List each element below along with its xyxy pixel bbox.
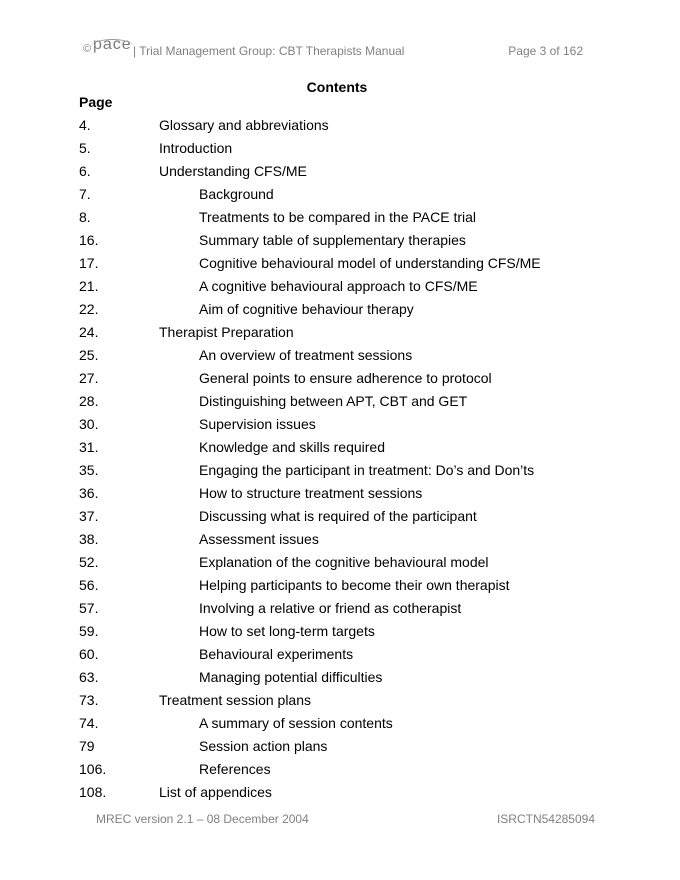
toc-entry <box>79 505 599 528</box>
toc-entry <box>79 321 599 344</box>
toc-entry <box>79 551 599 574</box>
toc-entry <box>79 666 599 689</box>
toc-entry <box>79 436 599 459</box>
toc-entry-title: Behavioural experiments <box>199 646 354 662</box>
toc-entry <box>79 482 599 505</box>
footer-version: MREC version 2.1 – 08 December 2004 <box>96 812 309 826</box>
toc-page-number: 38. <box>79 531 99 547</box>
toc-entry <box>79 206 599 229</box>
pace-logo: pace <box>93 36 132 53</box>
toc-entry <box>79 114 599 137</box>
copyright-symbol: © <box>83 43 92 55</box>
toc-entry-title: Session action plans <box>199 738 328 754</box>
toc-entry <box>79 367 599 390</box>
toc-entry-title: Aim of cognitive behaviour therapy <box>199 301 414 317</box>
toc-page-number: 74. <box>79 715 99 731</box>
header-title: | Trial Management Group: CBT Therapists Manual <box>133 44 405 58</box>
header-page-number: Page 3 of 162 <box>508 44 583 58</box>
toc-entry-title: A cognitive behavioural approach to CFS/ME <box>199 278 478 294</box>
toc-entry-title: Explanation of the cognitive behavioural model <box>199 554 489 570</box>
toc-entry-title: Helping participants to become their own therapist <box>199 577 510 593</box>
page-header <box>83 38 583 62</box>
toc-entry-title: Distinguishing between APT, CBT and GET <box>199 393 468 409</box>
toc-page-number: 36. <box>79 485 99 501</box>
toc-page-number: 59. <box>79 623 99 639</box>
toc-page-number: 37. <box>79 508 99 524</box>
contents-heading: Contents <box>306 79 368 95</box>
toc-page-number: 27. <box>79 370 99 386</box>
toc-entry <box>79 597 599 620</box>
toc-entry <box>79 712 599 735</box>
toc-entry-title: Understanding CFS/ME <box>159 163 307 179</box>
toc-entry <box>79 643 599 666</box>
toc-entry-title: Supervision issues <box>199 416 316 432</box>
toc-entry-title: How to set long-term targets <box>199 623 375 639</box>
toc-page-number: 28. <box>79 393 99 409</box>
toc-entry-title: Therapist Preparation <box>159 324 294 340</box>
toc-page-number: 60. <box>79 646 99 662</box>
toc-entry-title: Cognitive behavioural model of understanding CFS/ME <box>199 255 541 271</box>
toc-page-number: 106. <box>79 761 107 777</box>
toc-entry <box>79 781 599 804</box>
toc-entry <box>79 229 599 252</box>
toc-entry <box>79 137 599 160</box>
toc-entry <box>79 689 599 712</box>
toc-entry-title: A summary of session contents <box>199 715 393 731</box>
toc-entry <box>79 528 599 551</box>
toc-page-number: 17. <box>79 255 99 271</box>
toc-page-number: 6. <box>79 163 91 179</box>
toc-page-number: 24. <box>79 324 99 340</box>
toc-entry <box>79 459 599 482</box>
toc-entry <box>79 413 599 436</box>
toc-entry <box>79 735 599 758</box>
toc-entry <box>79 758 599 781</box>
toc-page-number: 25. <box>79 347 99 363</box>
toc-entry-title: Discussing what is required of the participant <box>199 508 477 524</box>
toc-page-number: 79 <box>79 738 95 754</box>
toc-entry <box>79 275 599 298</box>
toc-entry <box>79 252 599 275</box>
toc-page-number: 4. <box>79 117 91 133</box>
toc-entry-title: Background <box>199 186 274 202</box>
toc-entry <box>79 620 599 643</box>
toc-page-number: 73. <box>79 692 99 708</box>
toc-entry-title: Introduction <box>159 140 233 156</box>
toc-entry-title: References <box>199 761 271 777</box>
toc-entry <box>79 574 599 597</box>
toc-page-number: 52. <box>79 554 99 570</box>
toc-page-number: 35. <box>79 462 99 478</box>
toc-entry-title: Managing potential difficulties <box>199 669 383 685</box>
table-of-contents <box>79 114 599 804</box>
toc-entry-title: Treatment session plans <box>159 692 311 708</box>
toc-entry-title: An overview of treatment sessions <box>199 347 413 363</box>
toc-entry-title: How to structure treatment sessions <box>199 485 423 501</box>
toc-entry-title: Treatments to be compared in the PACE trial <box>199 209 477 225</box>
toc-page-number: 31. <box>79 439 99 455</box>
footer-isrctn: ISRCTN54285094 <box>496 812 595 826</box>
toc-entry-title: Summary table of supplementary therapies <box>199 232 466 248</box>
toc-page-number: 56. <box>79 577 99 593</box>
toc-entry <box>79 344 599 367</box>
toc-entry-title: Knowledge and skills required <box>199 439 385 455</box>
toc-page-number: 22. <box>79 301 99 317</box>
toc-entry-title: General points to ensure adherence to protocol <box>199 370 492 386</box>
toc-page-number: 30. <box>79 416 99 432</box>
toc-page-number: 63. <box>79 669 99 685</box>
toc-page-number: 7. <box>79 186 91 202</box>
toc-page-number: 16. <box>79 232 99 248</box>
toc-page-number: 5. <box>79 140 91 156</box>
toc-page-number: 108. <box>79 784 107 800</box>
toc-page-number: 57. <box>79 600 99 616</box>
toc-page-number: 21. <box>79 278 99 294</box>
toc-entry <box>79 160 599 183</box>
toc-entry-title: Involving a relative or friend as cotherapist <box>199 600 462 616</box>
page-column-label: Page <box>79 94 113 110</box>
toc-entry-title: Assessment issues <box>199 531 319 547</box>
toc-entry <box>79 183 599 206</box>
toc-entry-title: List of appendices <box>159 784 272 800</box>
toc-entry-title: Engaging the participant in treatment: Do’s and Don’ts <box>199 462 535 478</box>
toc-entry-title: Glossary and abbreviations <box>159 117 329 133</box>
toc-entry <box>79 390 599 413</box>
toc-entry <box>79 298 599 321</box>
toc-page-number: 8. <box>79 209 91 225</box>
